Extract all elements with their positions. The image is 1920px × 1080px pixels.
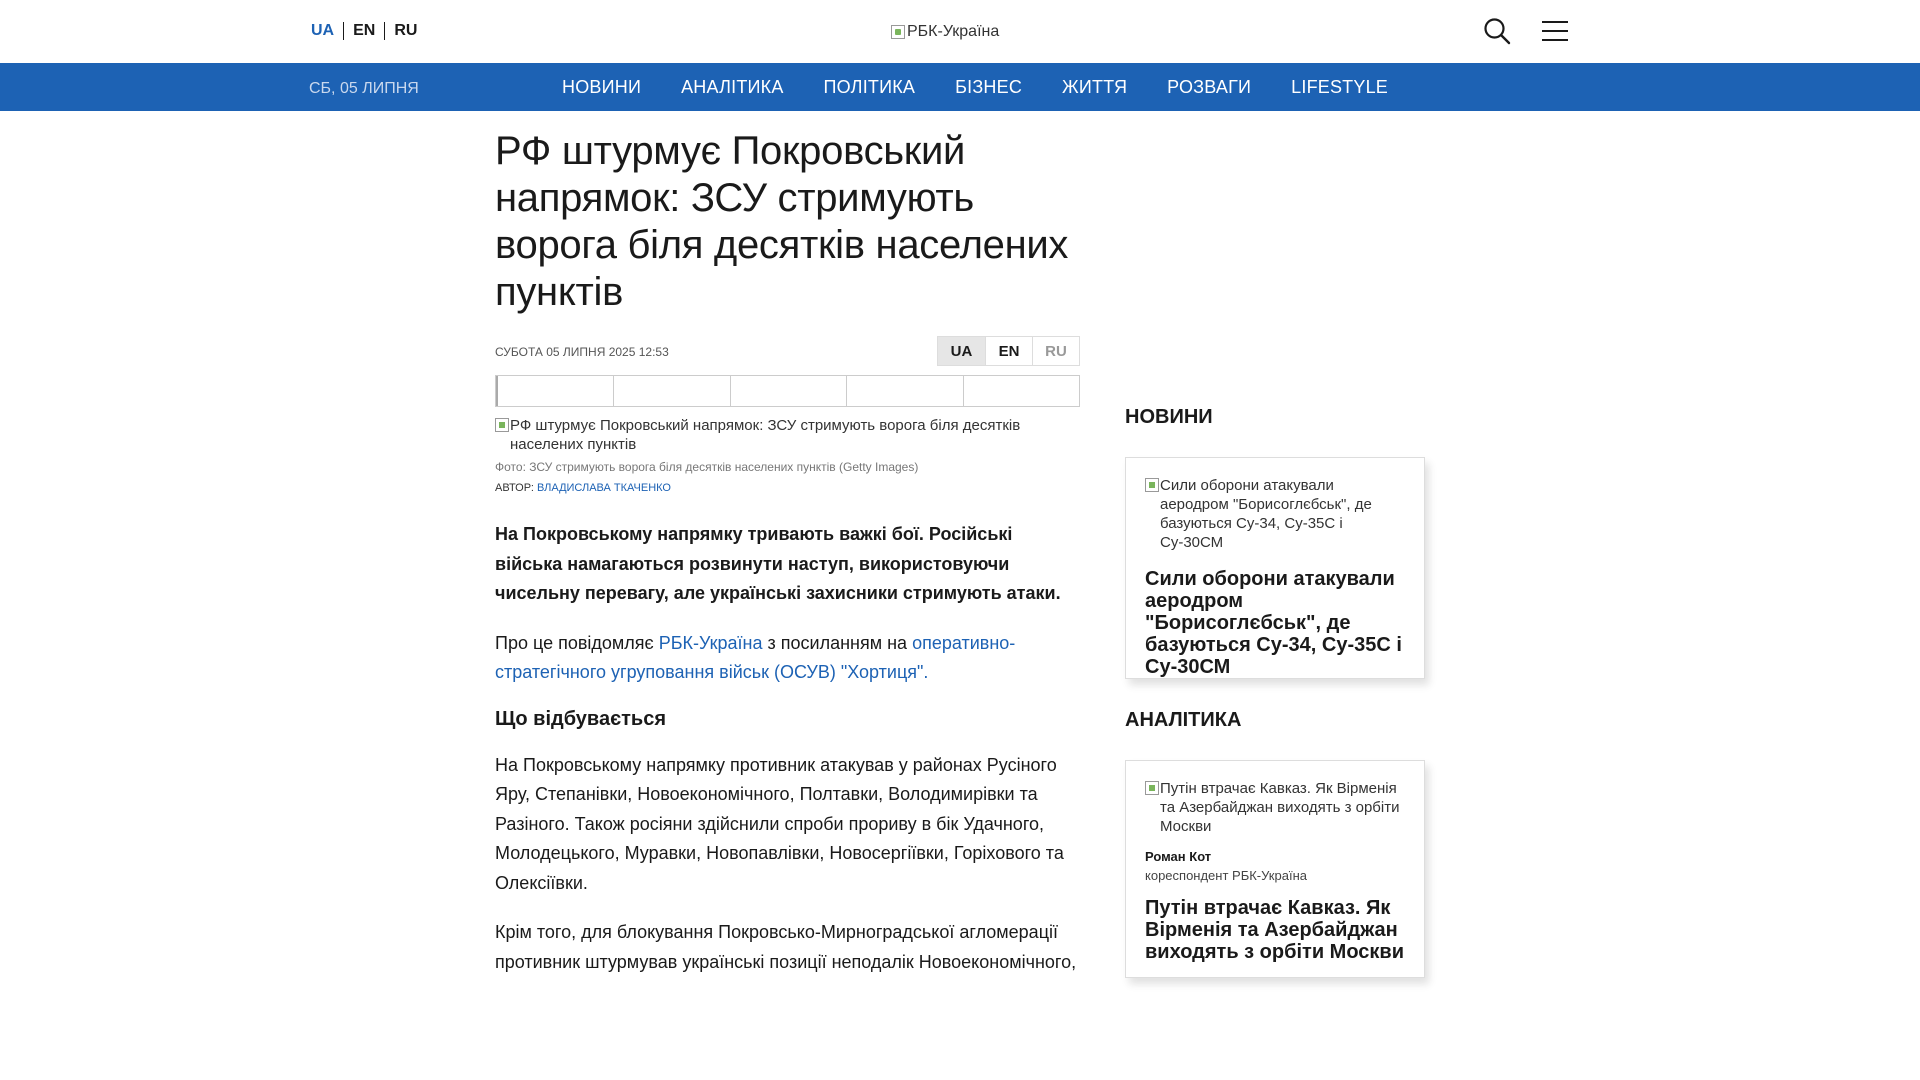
author-label: АВТОР:: [495, 482, 537, 494]
share-button[interactable]: [847, 376, 963, 406]
article-lang-ru[interactable]: RU: [1032, 337, 1079, 365]
body-paragraph: Крім того, для блокування Покровсько-Мирноградської агломерації противник штурмував українські позиції неподалік Новоекономічного,: [495, 922, 1077, 972]
divider: [343, 22, 344, 40]
article-language-switch: [937, 336, 1080, 366]
news-card-title[interactable]: Сили оборони атакували аеродром "Борисоглєбськ", де базуються Су-34, Су-35С і Су-30СМ: [1145, 568, 1402, 678]
share-button[interactable]: [964, 376, 1079, 406]
publish-date: СУБОТА 05 ЛИПНЯ 2025 12:53: [495, 345, 669, 359]
analytics-card-image: [1145, 779, 1405, 836]
nav-menu: [562, 63, 1428, 111]
broken-image-icon: [495, 418, 509, 432]
current-date: СБ, 05 ЛИПНЯ: [309, 80, 419, 97]
photo-caption: Фото: ЗСУ стримують ворога біля десятків населених пунктів (Getty Images): [495, 460, 919, 474]
nav-item-entertainment[interactable]: РОЗВАГИ: [1167, 76, 1252, 97]
photo-alt-text: РФ штурмує Покровський напрямок: ЗСУ стримують ворога біля десятків населених пунктів: [510, 417, 1021, 453]
broken-image-icon: [1145, 478, 1159, 492]
logo-alt-text: РБК-Україна: [907, 23, 1000, 40]
article-meta: [495, 336, 1080, 366]
hamburger-menu-icon[interactable]: [1541, 19, 1569, 43]
source-link-rbc[interactable]: РБК-Україна: [658, 632, 763, 653]
share-button[interactable]: [614, 376, 730, 406]
nav-item-analytics[interactable]: АНАЛІТИКА: [681, 76, 784, 97]
divider: [384, 22, 385, 40]
content-cutoff: [495, 980, 1095, 1080]
broken-image-icon: [891, 25, 905, 39]
nav-item-news[interactable]: НОВИНИ: [562, 76, 642, 97]
sidebar-news-heading[interactable]: НОВИНИ: [1125, 406, 1213, 428]
source-link-khortytsia[interactable]: оперативно-стратегічного угруповання військ (ОСУВ) "Хортиця".: [495, 632, 1016, 682]
analytics-card-title[interactable]: Путін втрачає Кавказ. Як Вірменія та Азербайджан виходять з орбіти Москви: [1145, 897, 1405, 963]
news-card[interactable]: [1125, 457, 1425, 679]
author-line: [495, 482, 1080, 494]
lang-en-link[interactable]: EN: [353, 22, 376, 39]
site-logo[interactable]: [891, 23, 999, 41]
analytics-author-role: кореспондент РБК-Україна: [1145, 868, 1307, 883]
section-heading: Що відбувається: [495, 707, 666, 730]
image-alt-text: Сили оборони атакували аеродром "Борисоглєбськ", де базуються Су-34, Су-35С і Су-30СМ: [1160, 477, 1372, 551]
news-card-image: [1145, 476, 1405, 552]
lang-ru-link[interactable]: RU: [394, 22, 418, 39]
nav-item-lifestyle[interactable]: LIFESTYLE: [1291, 76, 1388, 97]
analytics-author-name[interactable]: Роман Кот: [1145, 849, 1212, 864]
share-button[interactable]: [731, 376, 847, 406]
share-button[interactable]: [496, 376, 614, 406]
nav-item-life[interactable]: ЖИТТЯ: [1062, 76, 1128, 97]
sidebar-analytics-heading[interactable]: АНАЛІТИКА: [1125, 709, 1242, 731]
paragraph-text: з посиланням на: [762, 632, 913, 653]
paragraph-text: Про це повідомляє: [495, 632, 659, 653]
nav-item-politics[interactable]: ПОЛІТИКА: [823, 76, 916, 97]
nav-item-business[interactable]: БІЗНЕС: [955, 76, 1023, 97]
share-buttons: [495, 375, 1080, 407]
article-title: РФ штурмує Покровський напрямок: ЗСУ стримують ворога біля десятків населених пунктів: [495, 129, 1069, 314]
article-lang-ua[interactable]: UA: [938, 337, 985, 365]
body-paragraph: На Покровському напрямку противник атакував у районах Русіного Яру, Степанівки, Новоекономічного, Полтавки, Володимирівки та Разіного. Також росіяни здійснили спроби прориву в бік Удачного, Молодецького, Муравки, Новопавлівки, Новосергіївки, Горіхового та Олексіївки.: [495, 754, 1064, 893]
article-photo: [495, 416, 1080, 454]
article: [495, 128, 1080, 1007]
author-link[interactable]: ВЛАДИСЛАВА ТКАЧЕНКО: [536, 482, 671, 494]
image-alt-text: Путін втрачає Кавказ. Як Вірменія та Азербайджан виходять з орбіти Москви: [1160, 780, 1400, 835]
article-lead: На Покровському напрямку тривають важкі бої. Російські війська намагаються розвинути наступ, використовуючи чисельну перевагу, але українські захисники стримують атаки.: [495, 524, 1061, 603]
article-lang-en[interactable]: EN: [985, 337, 1032, 365]
main-navigation: [0, 63, 1920, 111]
broken-image-icon: [1145, 781, 1159, 795]
language-selector: [311, 22, 417, 40]
source-paragraph: [495, 629, 1080, 688]
analytics-card[interactable]: [1125, 760, 1425, 978]
top-bar: [0, 0, 1920, 63]
lang-ua-link[interactable]: UA: [311, 22, 335, 39]
search-icon[interactable]: [1483, 17, 1511, 45]
